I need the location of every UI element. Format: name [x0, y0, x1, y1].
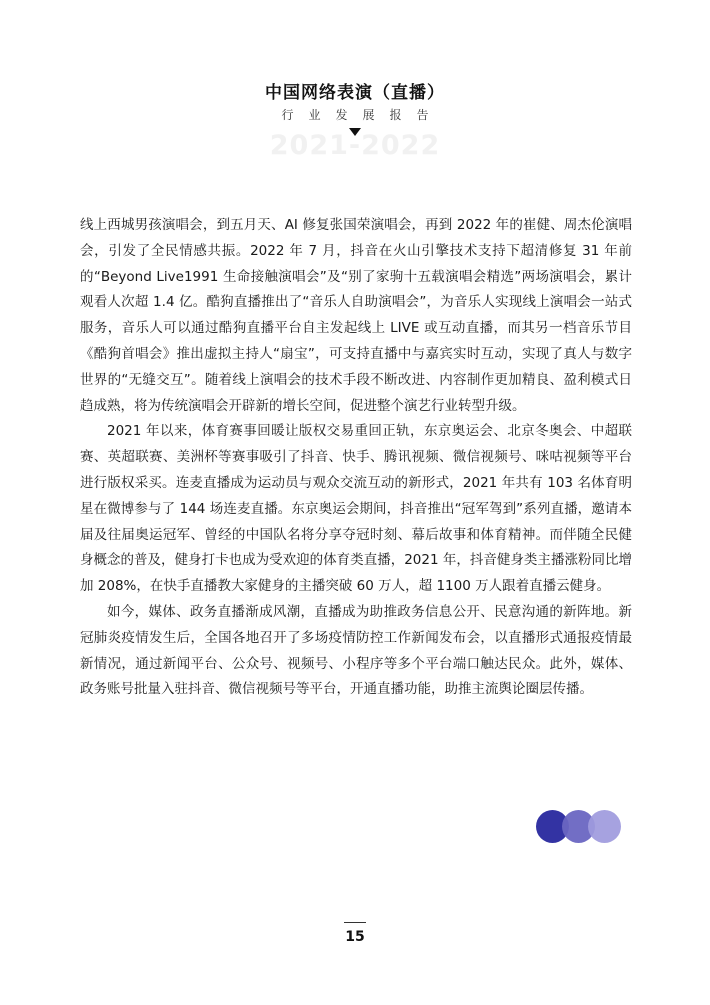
body-text [80, 213, 632, 703]
report-year-watermark: 2021-2022 [269, 130, 441, 161]
report-subtitle: 行业发展报告 [281, 108, 444, 122]
page-number: 15 [345, 929, 365, 945]
decorative-circles [536, 810, 626, 846]
paragraph: 线上西城男孩演唱会，到五月天、AI 修复张国荣演唱会，再到 2022 年的崔健、周杰伦演唱会，引发了全民情感共振。2022 年 7 月，抖音在火山引擎技术支持下超清修复 31 年前的“Beyond Live1991 生命接触演唱会”及“别了家驹十五载演唱会精选”两场演唱会，累计观看人次超 1.4 亿。酷狗直播推出了“音乐人自助演唱会”，为音乐人实现线上演唱会一站式服务，音乐人可以通过酷狗直播平台自主发起线上 LIVE 或互动直播，而其另一档音乐节目《酷狗首唱会》推出虚拟主持人“扇宝”，可支持直播中与嘉宾实时互动，实现了真人与数字世界的“无缝交互”。随着线上演唱会的技术手段不断改进、内容制作更加精良、盈利模式日趋成熟，将为传统演唱会开辟新的增长空间，促进整个演艺行业转型升级。 [80, 217, 632, 414]
footer-divider [344, 922, 366, 923]
paragraph: 2021 年以来，体育赛事回暖让版权交易重回正轨，东京奥运会、北京冬奥会、中超联赛、英超联赛、美洲杯等赛事吸引了抖音、快手、腾讯视频、微信视频号、咪咕视频等平台进行版权采买。连麦直播成为运动员与观众交流互动的新形式，2021 年共有 103 名体育明星在微博参与了 144 场连麦直播。东京奥运会期间，抖音推出“冠军驾到”系列直播，邀请本届及往届奥运冠军、曾经的中国队名将分享夺冠时刻、幕后故事和体育精神。而伴随全民健身概念的普及，健身打卡也成为受欢迎的体育类直播，2021 年，抖音健身类主播涨粉同比增加 208%，在快手直播教大家健身的主播突破 60 万人，超 1100 万人跟着直播云健身。 [80, 423, 632, 595]
paragraph: 如今，媒体、政务直播渐成风潮，直播成为助推政务信息公开、民意沟通的新阵地。新冠肺炎疫情发生后，全国各地召开了多场疫情防控工作新闻发布会，以直播形式通报疫情最新情况，通过新闻平台、公众号、视频号、小程序等多个平台端口触达民众。此外，媒体、政务账号批量入驻抖音、微信视频号等平台，开通直播功能，助推主流舆论圈层传播。 [80, 603, 632, 698]
circle-icon [588, 810, 621, 843]
report-title: 中国网络表演（直播） [265, 83, 445, 103]
